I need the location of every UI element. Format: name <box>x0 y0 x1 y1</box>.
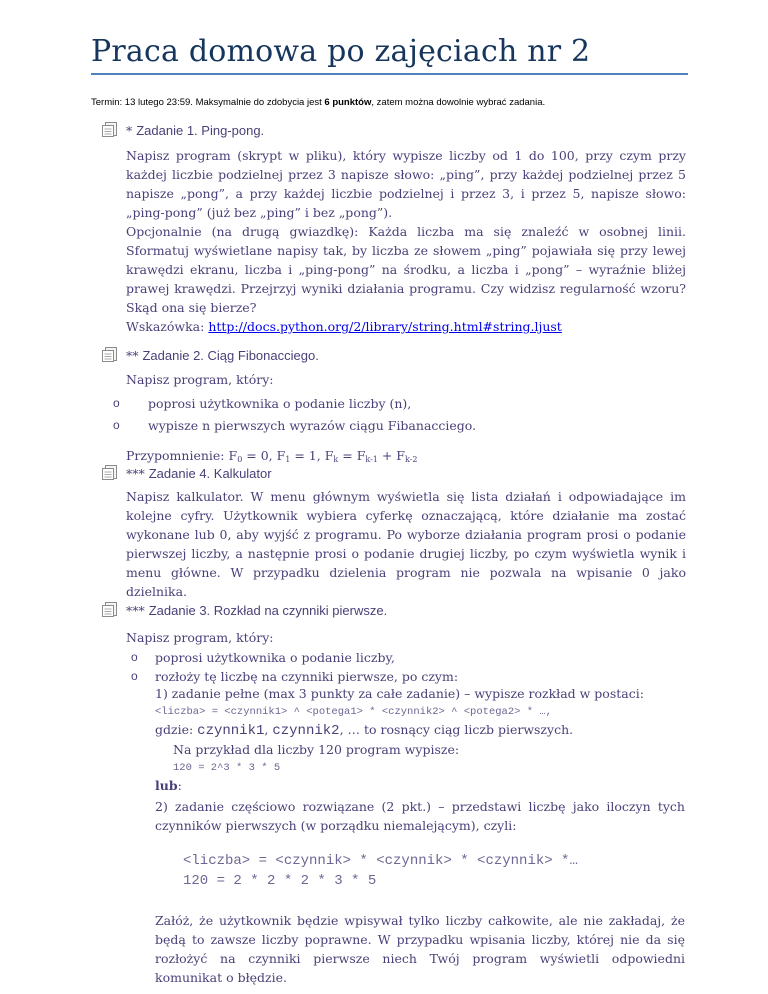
formula-f: F <box>356 448 366 463</box>
page-title: Praca domowa po zajęciach nr 2 <box>91 34 591 69</box>
task3-lub <box>155 778 182 793</box>
task2-item-2: wypisze n pierwszych wyrazów ciągu Fibanacciego. <box>148 418 477 433</box>
formula-f: F <box>324 448 334 463</box>
formula-sub: 0 <box>237 455 243 464</box>
title-underline <box>91 73 688 75</box>
task3-closing-para: Załóż, że użytkownik będzie wpisywał tylko liczby całkowite, ale nie zakładaj, że będą to zawsze liczby poprawne. W przypadku wpisania liczby, której nie da się rozłożyć na czynniki pierwsze niech Twój program wyświetli odpowiedni komunikat o błędzie. <box>155 913 685 985</box>
task1-hint-link[interactable]: http://docs.python.org/2/library/string.html#string.ljust <box>208 319 562 334</box>
note-page-icon <box>101 121 118 138</box>
task3-partial-para: 2) zadanie częściowo rozwiązane (2 pkt.) – przedstawi liczbę jako iloczyn tych czynników pierwszych (w porządku niemalejącym), czyli: <box>155 799 685 833</box>
formula-eq: = 1, <box>290 448 325 463</box>
formula-f: F <box>276 448 286 463</box>
deadline-points: 6 punktów <box>324 97 372 108</box>
task4-title: Zadanie 4. Kalkulator <box>148 466 272 481</box>
gdzie-suffix: , … to rosnący ciąg liczb pierwszych. <box>339 722 574 737</box>
task2-item-1: poprosi użytkownika o podanie liczby (n), <box>148 396 412 411</box>
task2-bullet-marker: o <box>113 418 120 432</box>
formula-eq: = <box>338 448 357 463</box>
task3-closing <box>155 911 685 987</box>
task3-heading <box>126 603 387 618</box>
task3-item-1: poprosi użytkownika o podanie liczby, <box>155 650 395 665</box>
formula-f: F <box>396 448 405 463</box>
task1-body <box>126 146 686 336</box>
task3-bullet-marker: o <box>131 650 138 664</box>
task3-title: Zadanie 3. Rozkład na czynniki pierwsze. <box>148 603 388 618</box>
gdzie-c1: czynnik1 <box>197 723 265 739</box>
task3-example-intro: Na przykład dla liczby 120 program wypisze: <box>173 742 460 757</box>
note-page-icon <box>101 601 118 618</box>
task3-partial-format: <liczba> = <czynnik> * <czynnik> * <czynnik> *… <box>183 853 578 869</box>
gdzie-sep: , <box>264 722 273 737</box>
task3-stars: *** <box>126 603 149 618</box>
task2-stars: ** <box>126 348 143 363</box>
deadline-prefix: Termin: 13 lutego 23:59. Maksymalnie do zdobycia jest <box>91 97 325 108</box>
task2-intro: Napisz program, który: <box>126 372 274 387</box>
formula-plus: + <box>377 448 397 463</box>
lub-colon: : <box>177 778 182 793</box>
task4-body <box>126 487 686 601</box>
lub-word: lub <box>155 778 178 793</box>
task3-example-full: 120 = 2^3 * 3 * 5 <box>173 762 281 774</box>
deadline-suffix: , zatem można dowolnie wybrać zadania. <box>371 97 546 108</box>
formula-sub: k-1 <box>365 455 378 464</box>
formula-f: F <box>228 448 238 463</box>
task1-para1: Napisz program (skrypt w pliku), który wypisze liczby od 1 do 100, przy czym przy każdej liczbie podzielnej przez 3 napisze słowo: „ping”, przy każdej podzielnej przez 5 napisze „pong”, a przy każdej liczbie podzielnej i przez 3, i przez 5, napisze słowo: „ping-pong” (już bez „ping” i bez „pong”). <box>126 148 686 220</box>
task3-gdzie <box>155 722 573 739</box>
task3-item-2: rozłoży tę liczbę na czynniki pierwsze, po czym: <box>155 669 459 684</box>
task1-title: Zadanie 1. Ping-pong. <box>136 123 265 138</box>
task3-bullet-marker: o <box>131 669 138 683</box>
formula-eq: = 0, <box>242 448 277 463</box>
deadline-line <box>91 97 545 108</box>
gdzie-prefix: gdzie: <box>155 722 198 737</box>
task4-stars: *** <box>126 466 149 481</box>
formula-sub: k-2 <box>404 455 418 464</box>
task3-full-format: <liczba> = <czynnik1> ^ <potega1> * <czynnik2> ^ <potega2> * …, <box>155 706 552 718</box>
task4-para: Napisz kalkulator. W menu głównym wyświetla się lista działań i odpowiadające im kolejne cyfry. Użytkownik wybiera cyferkę oznaczającą, które działanie ma zostać wykonane lub 0, aby wyjść z programu. Po wyborze działania program prosi o podanie pierwszej liczby, a następnie prosi o podanie drugiej liczby, po czym wyświetla wynik i menu główne. W przypadku dzielenia program nie pozwala na wpisanie 0 jako dzielnika. <box>126 489 686 599</box>
task3-partial-example: 120 = 2 * 2 * 2 * 3 * 5 <box>183 873 377 889</box>
formula-sub: 1 <box>285 455 291 464</box>
task1-para2: Opcjonalnie (na drugą gwiazdkę): Każda liczba ma się znaleźć w osobnej linii. Sformatuj wyświetlane napisy tak, by liczba ze słowem „ping” pojawiała się przy lewej krawędzi ekranu, liczba i „ping-pong” na środku, a liczba i „pong” – wyraźnie bliżej prawej krawędzi. Przejrzyj wyniki działania programu. Czy widzisz regularność wzoru? Skąd ona się bierze? <box>126 224 686 315</box>
task2-bullet-marker: o <box>113 396 120 410</box>
note-page-icon <box>101 346 118 363</box>
task4-heading <box>126 466 272 481</box>
task3-partial <box>155 797 685 835</box>
note-page-icon <box>101 464 118 481</box>
task1-hint <box>126 317 686 336</box>
gdzie-c2: czynnik2 <box>272 723 340 739</box>
task3-intro: Napisz program, który: <box>126 630 274 645</box>
task2-heading <box>126 348 319 363</box>
task1-heading <box>126 123 264 138</box>
task1-hint-label: Wskazówka: <box>126 319 209 334</box>
task3-full-line: 1) zadanie pełne (max 3 punkty za całe zadanie) – wypisze rozkład w postaci: <box>155 686 644 701</box>
reminder-label: Przypomnienie: <box>126 448 229 463</box>
task1-stars: * <box>126 123 137 138</box>
task2-title: Zadanie 2. Ciąg Fibonacciego. <box>142 348 319 363</box>
formula-sub: k <box>333 455 339 464</box>
